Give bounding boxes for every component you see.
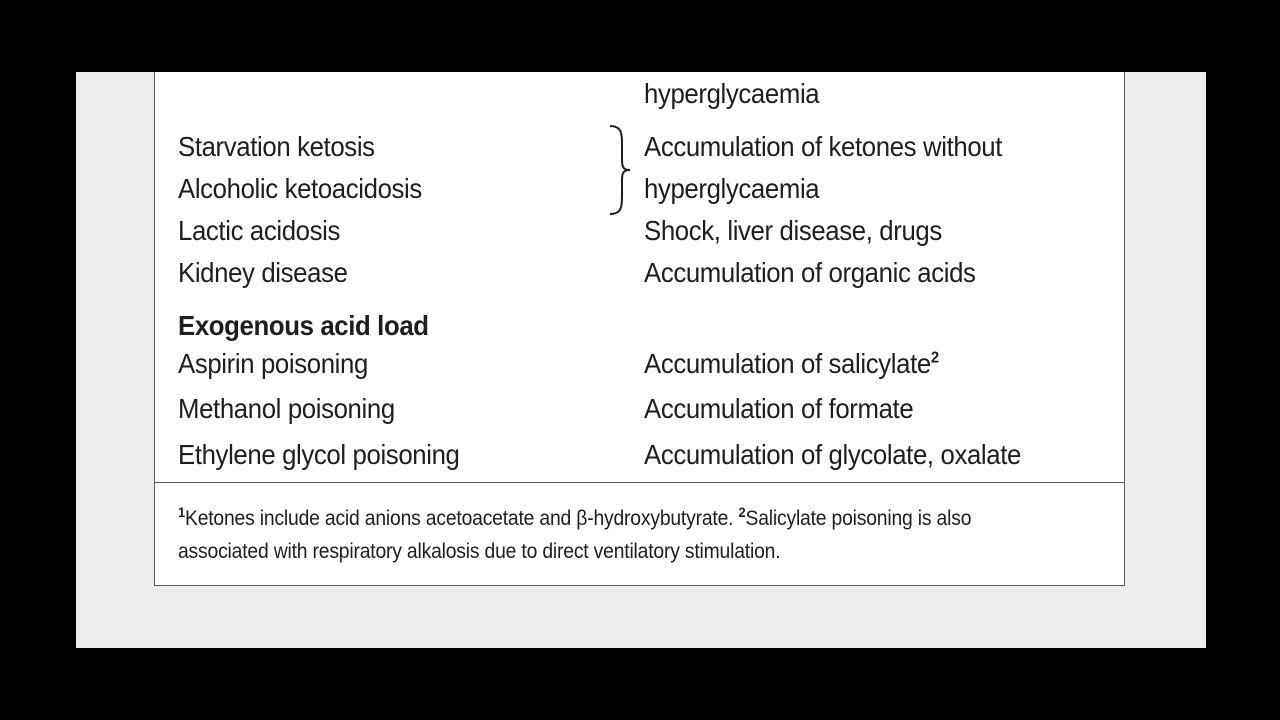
cause-cell: Lactic acidosis (178, 215, 341, 246)
mechanism-cell: Accumulation of salicylate$^2$ (644, 348, 939, 379)
curly-brace-icon (600, 124, 632, 216)
cause-cell: Alcoholic ketoacidosis (178, 173, 422, 204)
cause-cell: Methanol poisoning (178, 393, 395, 424)
mechanism-cell: Shock, liver disease, drugs (644, 215, 942, 246)
mechanism-cell: hyperglycaemia (644, 173, 820, 204)
footnote-marker: 2 (738, 504, 746, 520)
footnote-marker: 1 (178, 504, 185, 520)
mechanism-cell: Accumulation of organic acids (644, 257, 976, 288)
mechanism-cell: Accumulation of formate (644, 393, 914, 424)
footnote-marker: 2 (930, 349, 939, 367)
footnote-line-2: associated with respiratory alkalosis due to direct ventilatory stimulation. (178, 540, 781, 563)
mechanism-cell: Accumulation of glycolate, oxalate (644, 439, 1021, 470)
continuation-text: hyperglycaemia (644, 78, 820, 109)
cause-cell: Kidney disease (178, 257, 348, 288)
section-heading: Exogenous acid load (178, 310, 429, 341)
cause-cell: Aspirin poisoning (178, 348, 368, 379)
cause-cell: Ethylene glycol poisoning (178, 439, 460, 470)
mechanism-cell: Accumulation of ketones without (644, 131, 1003, 162)
cause-cell: Starvation ketosis (178, 131, 375, 162)
footnote-line-1: $^1$Ketones include acid anions acetoacetate and β-hydroxybutyrate. $^2$Salicylate poisoning is also (178, 504, 972, 530)
footnote-divider (154, 482, 1125, 483)
